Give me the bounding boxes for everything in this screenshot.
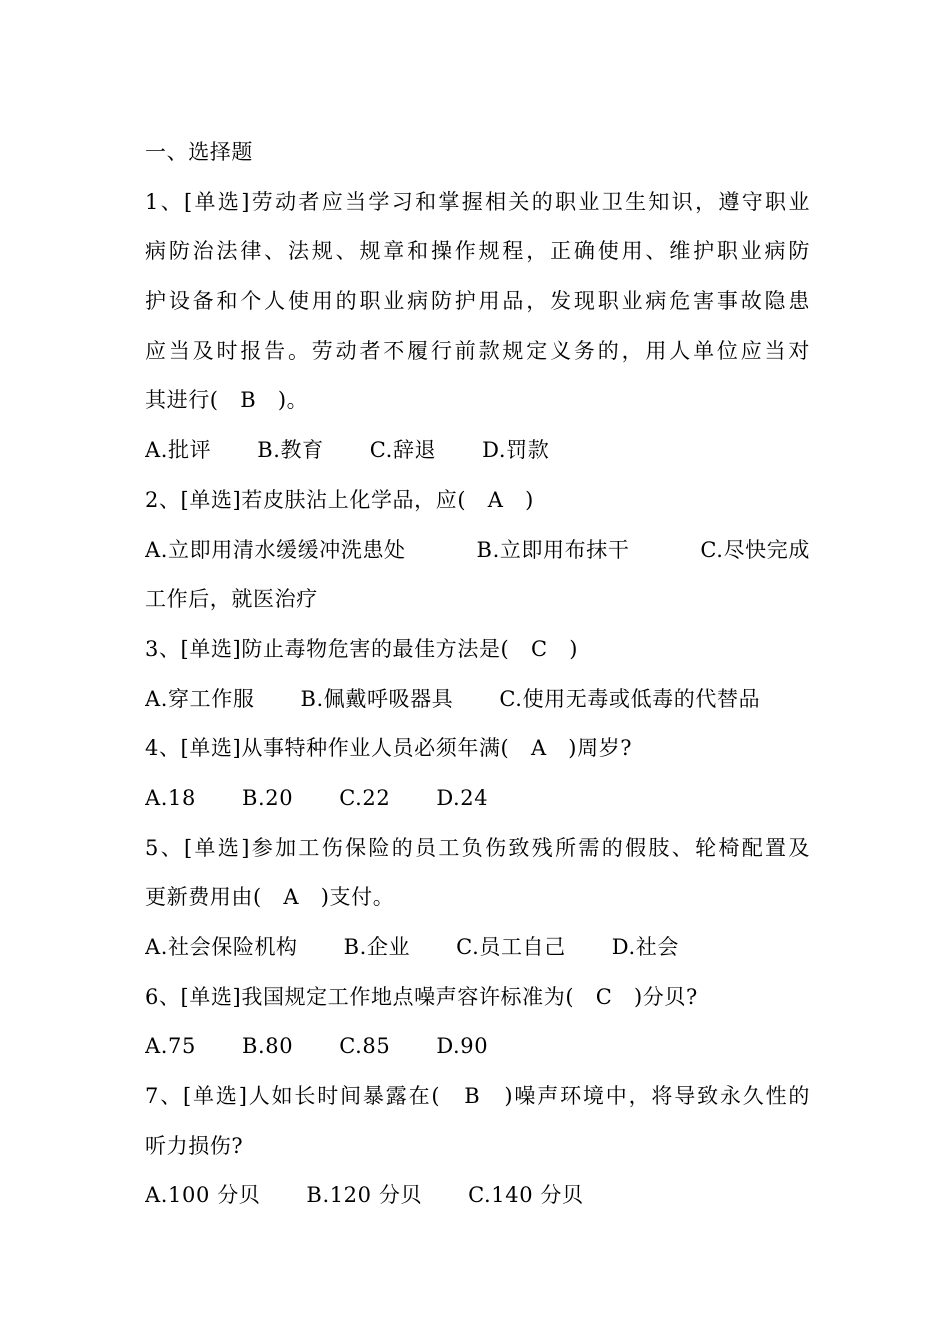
option-c: C.85 [339, 1034, 391, 1059]
question-text-line: 护设备和个人使用的职业病防护用品，发现职业病危害事故隐患 [145, 289, 810, 314]
question-text-line: 2、[单选]若皮肤沾上化学品，应( A ) [145, 487, 534, 512]
option-row [145, 526, 810, 576]
option-a: A.立即用清水缓缓冲洗患处 [145, 537, 406, 562]
question-4 [145, 724, 810, 823]
option-c: C.140 分贝 [468, 1183, 584, 1208]
question-text-line: 6、[单选]我国规定工作地点噪声容许标准为( C )分贝? [145, 984, 698, 1009]
option-continuation: 工作后，就医治疗 [145, 587, 318, 612]
option-row [145, 774, 810, 824]
option-d: D.90 [436, 1034, 489, 1059]
option-b: B.20 [241, 785, 294, 810]
option-c: C.员工自己 [456, 935, 566, 959]
option-a: A.75 [145, 1034, 196, 1059]
option-row [145, 1171, 810, 1221]
option-a: A.18 [145, 785, 196, 810]
option-d: D.24 [436, 785, 489, 810]
question-text-line: 3、[单选]防止毒物危害的最佳方法是( C ) [145, 636, 578, 661]
question-3 [145, 625, 810, 724]
option-c: C.尽快完成 [700, 537, 810, 562]
option-b: B.120 分贝 [306, 1183, 423, 1208]
option-a: A.社会保险机构 [145, 935, 298, 959]
option-c: C.22 [339, 785, 391, 810]
option-a: A.100 分贝 [145, 1183, 261, 1208]
option-b: B.企业 [343, 935, 411, 959]
question-text-line: 应当及时报告。劳动者不履行前款规定义务的，用人单位应当对 [145, 338, 810, 363]
option-d: D.社会 [611, 935, 679, 959]
option-b: B.教育 [257, 438, 324, 463]
option-row [145, 923, 810, 973]
option-c: C.使用无毒或低毒的代替品 [499, 686, 761, 711]
option-c: C.辞退 [369, 438, 437, 463]
question-text-line: 7、[单选]人如长时间暴露在( B )噪声环境中，将导致永久性的 [145, 1084, 810, 1109]
option-b: B.佩戴呼吸器具 [300, 686, 454, 711]
option-a: A.穿工作服 [145, 686, 255, 711]
option-d: D.罚款 [482, 438, 550, 463]
question-text-line: 更新费用由( A )支付。 [145, 885, 395, 910]
section-title: 一、选择题 [145, 140, 253, 164]
question-2 [145, 476, 810, 625]
question-5 [145, 824, 810, 973]
question-text-line: 病防治法律、法规、规章和操作规程，正确使用、维护职业病防 [145, 239, 810, 264]
question-text-line: 1、[单选]劳动者应当学习和掌握相关的职业卫生知识，遵守职业 [145, 189, 810, 214]
question-6 [145, 973, 810, 1072]
option-row [145, 426, 810, 476]
question-1 [145, 178, 810, 476]
question-text-line: 5、[单选]参加工伤保险的员工负伤致残所需的假肢、轮椅配置及 [145, 835, 810, 860]
document-body [145, 128, 810, 1221]
option-a: A.批评 [145, 438, 212, 463]
question-7 [145, 1072, 810, 1221]
option-row [145, 675, 810, 725]
question-text-line: 听力损伤? [145, 1133, 244, 1158]
question-text-line: 4、[单选]从事特种作业人员必须年满( A )周岁? [145, 736, 633, 761]
option-b: B.立即用布抹干 [476, 537, 630, 562]
option-b: B.80 [241, 1034, 294, 1059]
question-text-line: 其进行( B )。 [145, 388, 309, 413]
option-row [145, 1022, 810, 1072]
